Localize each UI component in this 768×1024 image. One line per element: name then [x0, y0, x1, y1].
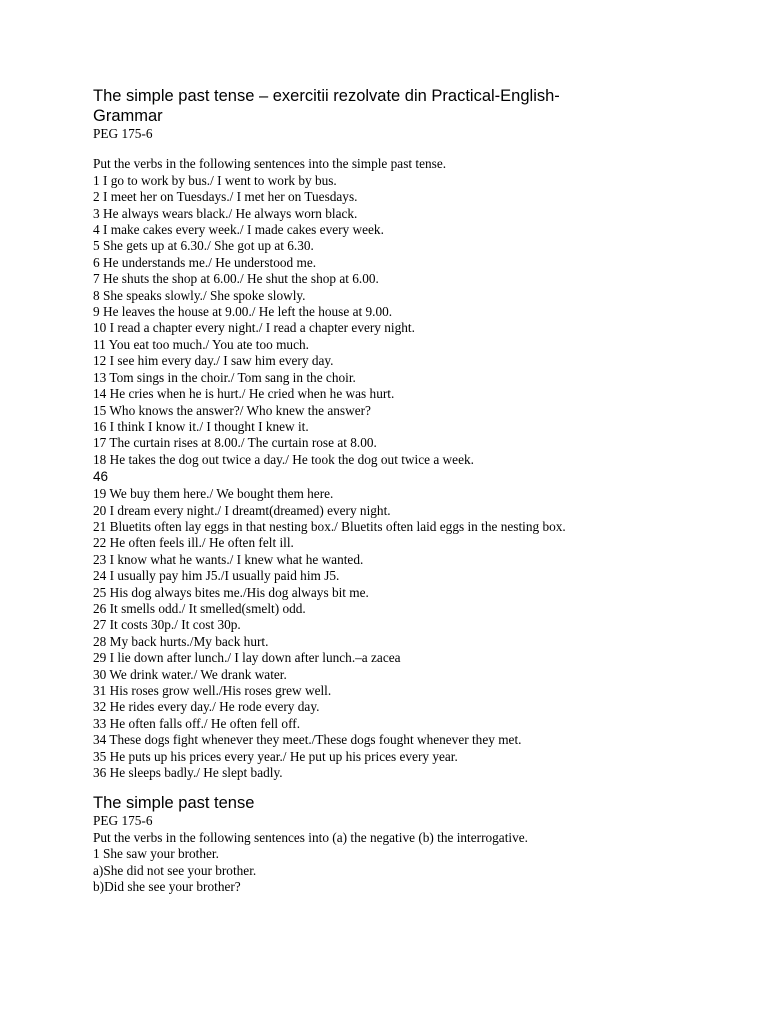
- exercise-line: 34 These dogs fight whenever they meet./These dogs fought whenever they met.: [93, 732, 522, 748]
- exercise-line: 4 I make cakes every week./ I made cakes every week.: [93, 222, 384, 238]
- exercise-line: b)Did she see your brother?: [93, 879, 241, 895]
- section2: [93, 793, 733, 895]
- exercise-line: 27 It costs 30p./ It cost 30p.: [93, 617, 241, 633]
- exercise-line: 31 His roses grow well./His roses grew well.: [93, 683, 332, 698]
- exercise-line: 36 He sleeps badly./ He slept badly.: [93, 765, 283, 781]
- section1-title-line1: The simple past tense – exercitii rezolvate din Practical-English-: [93, 87, 560, 105]
- exercise-line: 13 Tom sings in the choir./ Tom sang in the choir.: [93, 369, 356, 385]
- exercise-line: 2 I meet her on Tuesdays./ I met her on Tuesdays.: [93, 189, 358, 205]
- exercise-line: 6 He understands me./ He understood me.: [93, 254, 317, 270]
- exercise-line: 1 I go to work by bus./ I went to work by bus.: [93, 172, 337, 188]
- exercise-line: 14 He cries when he is hurt./ He cried when he was hurt.: [93, 386, 395, 402]
- exercise-line: 16 I think I know it./ I thought I knew it.: [93, 418, 309, 434]
- exercise-line: 5 She gets up at 6.30./ She got up at 6.30.: [93, 238, 314, 254]
- exercise-list-a: [93, 173, 733, 468]
- exercise-line: 29 I lie down after lunch./ I lay down after lunch.–a zacea: [93, 650, 401, 666]
- exercise-line: 18 He takes the dog out twice a day./ He took the dog out twice a week.: [93, 451, 474, 467]
- exercise-line: 33 He often falls off./ He often fell off.: [93, 715, 301, 731]
- section1-title-line2: Grammar: [93, 107, 163, 125]
- exercise-line: 25 His dog always bites me./His dog always bit me.: [93, 584, 369, 600]
- page-number: 46: [93, 469, 109, 485]
- exercise-line: 3 He always wears black./ He always worn black.: [93, 205, 358, 221]
- exercise-line: 28 My back hurts./My back hurt.: [93, 633, 269, 649]
- section2-title: The simple past tense: [93, 794, 255, 813]
- section1-ref: PEG 175-6: [93, 126, 153, 141]
- spacer: [93, 142, 733, 156]
- exercise-line: 26 It smells odd./ It smelled(smelt) odd.: [93, 600, 306, 616]
- exercise-line: a)She did not see your brother.: [93, 862, 257, 878]
- exercise-line: 35 He puts up his prices every year./ He put up his prices every year.: [93, 748, 458, 764]
- exercise-line: 11 You eat too much./ You ate too much.: [93, 336, 309, 352]
- exercise-list-b: [93, 486, 733, 781]
- exercise-line: 12 I see him every day./ I saw him every day.: [93, 353, 334, 369]
- exercise-line: 15 Who knows the answer?/ Who knew the answer?: [93, 402, 371, 418]
- exercise-line: 1 She saw your brother.: [93, 846, 219, 862]
- exercise-line: 24 I usually pay him J5./I usually paid him J5.: [93, 568, 340, 584]
- exercise-line: 7 He shuts the shop at 6.00./ He shut the shop at 6.00.: [93, 271, 379, 287]
- exercise-line: 17 The curtain rises at 8.00./ The curtain rose at 8.00.: [93, 435, 377, 451]
- section2-instruction: Put the verbs in the following sentences into (a) the negative (b) the interrogative.: [93, 829, 528, 845]
- exercise-line: 9 He leaves the house at 9.00./ He left the house at 9.00.: [93, 304, 393, 320]
- section2-ref: PEG 175-6: [93, 813, 153, 829]
- exercise-list-c: [93, 846, 733, 895]
- exercise-line: 10 I read a chapter every night./ I read a chapter every night.: [93, 320, 415, 336]
- exercise-line: 30 We drink water./ We drank water.: [93, 666, 287, 682]
- spacer: [93, 781, 733, 793]
- exercise-line: 23 I know what he wants./ I knew what he wanted.: [93, 551, 364, 567]
- document-page: [93, 86, 733, 895]
- exercise-line: 8 She speaks slowly./ She spoke slowly.: [93, 287, 306, 303]
- exercise-line: 21 Bluetits often lay eggs in that nesting box./ Bluetits often laid eggs in the nesting box.: [93, 518, 566, 534]
- exercise-line: 22 He often feels ill./ He often felt ill.: [93, 535, 294, 551]
- exercise-line: 20 I dream every night./ I dreamt(dreamed) every night.: [93, 502, 391, 518]
- exercise-line: 32 He rides every day./ He rode every day.: [93, 699, 320, 715]
- section1-instruction: Put the verbs in the following sentences into the simple past tense.: [93, 156, 447, 172]
- section1-title: [93, 86, 733, 126]
- exercise-line: 19 We buy them here./ We bought them here.: [93, 486, 334, 502]
